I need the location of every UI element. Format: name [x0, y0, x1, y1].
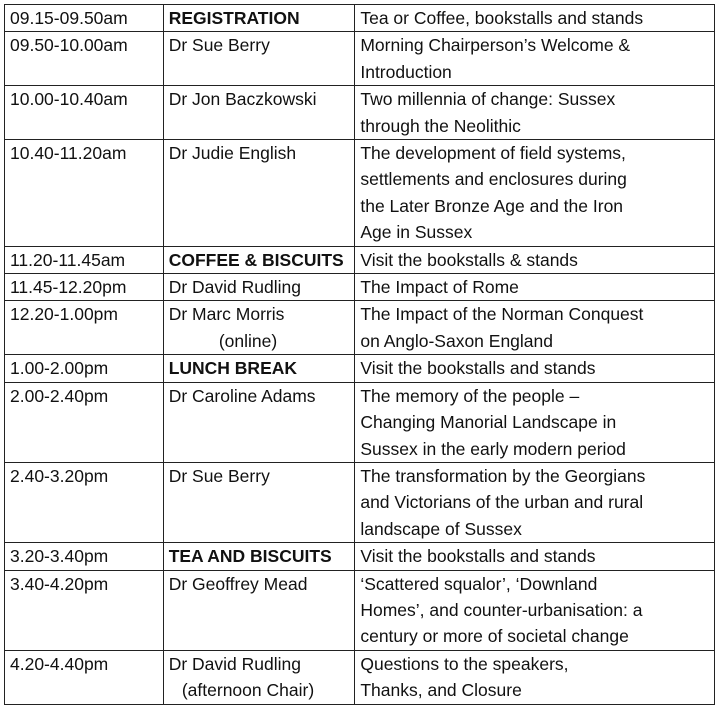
time-cell: 09.15-09.50am: [5, 5, 164, 32]
speaker-cell: Dr Geoffrey Mead: [163, 570, 355, 650]
schedule-row: [5, 32, 715, 86]
session-cell: Questions to the speakers, Thanks, and Closure: [355, 650, 715, 704]
schedule-row: [5, 301, 715, 355]
time-cell: 11.20-11.45am: [5, 246, 164, 273]
session-cell: Visit the bookstalls and stands: [355, 355, 715, 382]
programme-schedule-table: [4, 4, 715, 705]
time-cell: 2.40-3.20pm: [5, 462, 164, 542]
time-cell: 3.40-4.20pm: [5, 570, 164, 650]
time-cell: 10.40-11.20am: [5, 140, 164, 247]
schedule-row: [5, 140, 715, 247]
schedule-row: [5, 382, 715, 462]
speaker-cell: Dr Caroline Adams: [163, 382, 355, 462]
speaker-cell: [163, 301, 355, 355]
schedule-body: [5, 5, 715, 705]
speaker-cell: Dr Sue Berry: [163, 32, 355, 86]
session-cell: Visit the bookstalls and stands: [355, 543, 715, 570]
time-cell: 11.45-12.20pm: [5, 274, 164, 301]
schedule-row: [5, 246, 715, 273]
speaker-name: Dr Marc Morris: [168, 304, 285, 325]
speaker-cell: Dr David Rudling: [163, 274, 355, 301]
time-cell: 4.20-4.40pm: [5, 650, 164, 704]
speaker-cell: Dr Jon Baczkowski: [163, 86, 355, 140]
session-cell: The transformation by the Georgians and Victorians of the urban and rural landscape of Sussex: [355, 462, 715, 542]
schedule-row: [5, 650, 715, 704]
speaker-cell: [163, 650, 355, 704]
session-cell: The Impact of the Norman Conquest on Anglo-Saxon England: [355, 301, 715, 355]
schedule-row: [5, 570, 715, 650]
speaker-cell: Dr Sue Berry: [163, 462, 355, 542]
break-label-cell: COFFEE & BISCUITS: [163, 246, 355, 273]
time-cell: 3.20-3.40pm: [5, 543, 164, 570]
schedule-row: [5, 5, 715, 32]
session-cell: The memory of the people – Changing Manorial Landscape in Sussex in the early modern period: [355, 382, 715, 462]
speaker-cell: Dr Judie English: [163, 140, 355, 247]
schedule-row: [5, 462, 715, 542]
time-cell: 09.50-10.00am: [5, 32, 164, 86]
time-cell: 10.00-10.40am: [5, 86, 164, 140]
session-cell: The development of field systems, settlements and enclosures during the Later Bronze Age and the Iron Age in Sussex: [355, 140, 715, 247]
speaker-note: (afternoon Chair): [181, 680, 315, 701]
break-label-cell: REGISTRATION: [163, 5, 355, 32]
break-label-cell: LUNCH BREAK: [163, 355, 355, 382]
session-cell: ‘Scattered squalor’, ‘Downland Homes’, and counter-urbanisation: a century or more of societal change: [355, 570, 715, 650]
time-cell: 2.00-2.40pm: [5, 382, 164, 462]
schedule-row: [5, 274, 715, 301]
session-cell: Visit the bookstalls & stands: [355, 246, 715, 273]
time-cell: 12.20-1.00pm: [5, 301, 164, 355]
schedule-row: [5, 543, 715, 570]
session-cell: The Impact of Rome: [355, 274, 715, 301]
session-cell: Two millennia of change: Sussex through the Neolithic: [355, 86, 715, 140]
time-cell: 1.00-2.00pm: [5, 355, 164, 382]
speaker-name: Dr David Rudling: [168, 653, 301, 674]
speaker-note: (online): [218, 330, 278, 351]
session-cell: Tea or Coffee, bookstalls and stands: [355, 5, 715, 32]
schedule-row: [5, 355, 715, 382]
session-cell: Morning Chairperson’s Welcome & Introduction: [355, 32, 715, 86]
break-label-cell: TEA AND BISCUITS: [163, 543, 355, 570]
schedule-row: [5, 86, 715, 140]
